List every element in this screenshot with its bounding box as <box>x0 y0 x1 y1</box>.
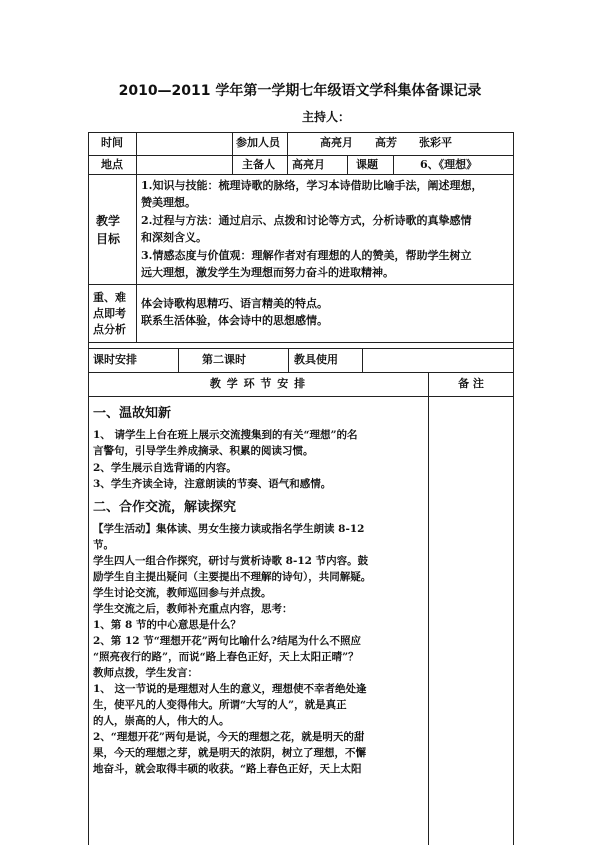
schedule-value: 第二课时 <box>202 353 246 366</box>
key-point-line: 体会诗歌构思精巧、语言精美的特点。 <box>141 297 328 310</box>
col-divider <box>393 155 394 174</box>
goals-label: 教学目标 <box>96 214 121 246</box>
goal-line: 3.情感态度与价值观：理解作者对有理想的人的赞美，帮助学生树立 <box>141 249 472 262</box>
content-line: 2、学生展示自选背诵的内容。 <box>93 462 237 474</box>
table-border-top <box>88 132 514 133</box>
schedule-label: 课时安排 <box>93 353 137 366</box>
document-title: 2010—2011 学年第一学期七年级语文学科集体备课记录 <box>118 83 482 99</box>
row-divider <box>88 348 514 349</box>
row-divider <box>88 155 514 156</box>
content-line: 节。 <box>93 539 114 551</box>
goal-line: 远大理想，激发学生为理想而努力奋斗的进取精神。 <box>141 266 394 279</box>
topic-value: 6、《理想》 <box>420 158 478 171</box>
row-divider <box>88 174 514 175</box>
topic-label: 课题 <box>356 158 378 171</box>
content-line: 1、 这一节说的是理想对人生的意义，理想使不幸者绝处逢 <box>93 683 367 695</box>
goal-line: 和深刻含义。 <box>141 231 207 244</box>
col-divider <box>288 348 289 372</box>
content-line: 3、学生齐读全诗，注意朗读的节奏、语气和感情。 <box>93 478 332 490</box>
tools-label: 教具使用 <box>294 353 338 366</box>
key-label-line: 点分析 <box>93 323 126 336</box>
key-point-line: 联系生活体验，体会诗中的思想感情。 <box>141 314 328 327</box>
preparer-label: 主备人 <box>242 158 275 171</box>
section-1-title: 一、温故知新 <box>93 406 172 421</box>
col-divider <box>136 132 137 174</box>
content-line: 励学生自主提出疑问（主要提出不理解的诗句），共同解疑。 <box>93 571 372 583</box>
content-line: 学生交流之后，教师补充重点内容，思考： <box>93 603 293 615</box>
col-divider <box>287 155 288 174</box>
goal-line: 1.知识与技能：梳理诗歌的脉络，学习本诗借助比喻手法，阐述理想， <box>141 179 483 192</box>
row-divider <box>88 342 514 343</box>
content-line: 言警句，引导学生养成摘录、积累的阅读习惯。 <box>93 445 314 457</box>
participants-label: 参加人员 <box>236 136 280 149</box>
content-line: 地奋斗，就会取得丰硕的收获。“路上春色正好，天上太阳 <box>93 763 362 775</box>
content-line: 2、“理想开花”两句是说，今天的理想之花，就是明天的甜 <box>93 731 365 743</box>
content-line: 2、第 12 节“理想开花”两句比喻什么?结尾为什么不照应 <box>93 635 361 647</box>
preparer-value: 高亮月 <box>292 158 325 171</box>
row-divider <box>88 284 514 285</box>
col-divider <box>362 348 363 372</box>
participants-value: 高亮月 高芳 张彩平 <box>320 136 452 149</box>
content-line: 1、 请学生上台在班上展示交流搜集到的有关“理想”的名 <box>93 429 358 441</box>
key-label-line: 点即考 <box>93 307 126 320</box>
col-divider <box>232 132 233 174</box>
place-label: 地点 <box>101 158 123 171</box>
content-line: 1、第 8 节的中心意思是什么？ <box>93 619 241 631</box>
time-label: 时间 <box>101 136 123 149</box>
col-divider <box>428 372 429 845</box>
table-border-left <box>88 132 89 845</box>
col-divider <box>347 155 348 174</box>
content-line: 学生讨论交流，教师巡回参与并点拨。 <box>93 587 272 599</box>
content-line: “照亮夜行的路”，而说“路上春色正好，天上太阳正晴”？ <box>93 651 359 663</box>
goal-line: 2.过程与方法：通过启示、点拨和讨论等方式，分析诗歌的真挚感情 <box>141 214 472 227</box>
table-border-right <box>513 132 514 845</box>
notes-header: 备 注 <box>458 377 484 390</box>
row-divider <box>88 396 514 397</box>
content-line: 学生四人一组合作探究，研讨与赏析诗歌 8-12 节内容。鼓 <box>93 555 369 567</box>
key-label-line: 重、难 <box>93 291 126 304</box>
col-divider <box>178 348 179 372</box>
content-line: 生，使平凡的人变得伟大。所谓“大写的人”，就是真正 <box>93 699 347 711</box>
section-2-title: 二、合作交流，解读探究 <box>93 500 237 515</box>
content-line: 【学生活动】集体读、男女生接力读或指名学生朗读 8-12 <box>93 523 365 535</box>
content-line: 果，今天的理想之芽，就是明天的浓阴，树立了理想，不懈 <box>93 747 366 759</box>
content-line: 的人，崇高的人，伟大的人。 <box>93 715 230 727</box>
arrangement-header: 教 学 环 节 安 排 <box>209 377 307 390</box>
row-divider <box>88 372 514 373</box>
col-divider <box>136 174 137 342</box>
host-label: 主持人： <box>301 110 350 124</box>
col-divider <box>287 132 288 155</box>
goal-line: 赞美理想。 <box>141 196 196 209</box>
content-line: 教师点拨，学生发言： <box>93 667 198 679</box>
